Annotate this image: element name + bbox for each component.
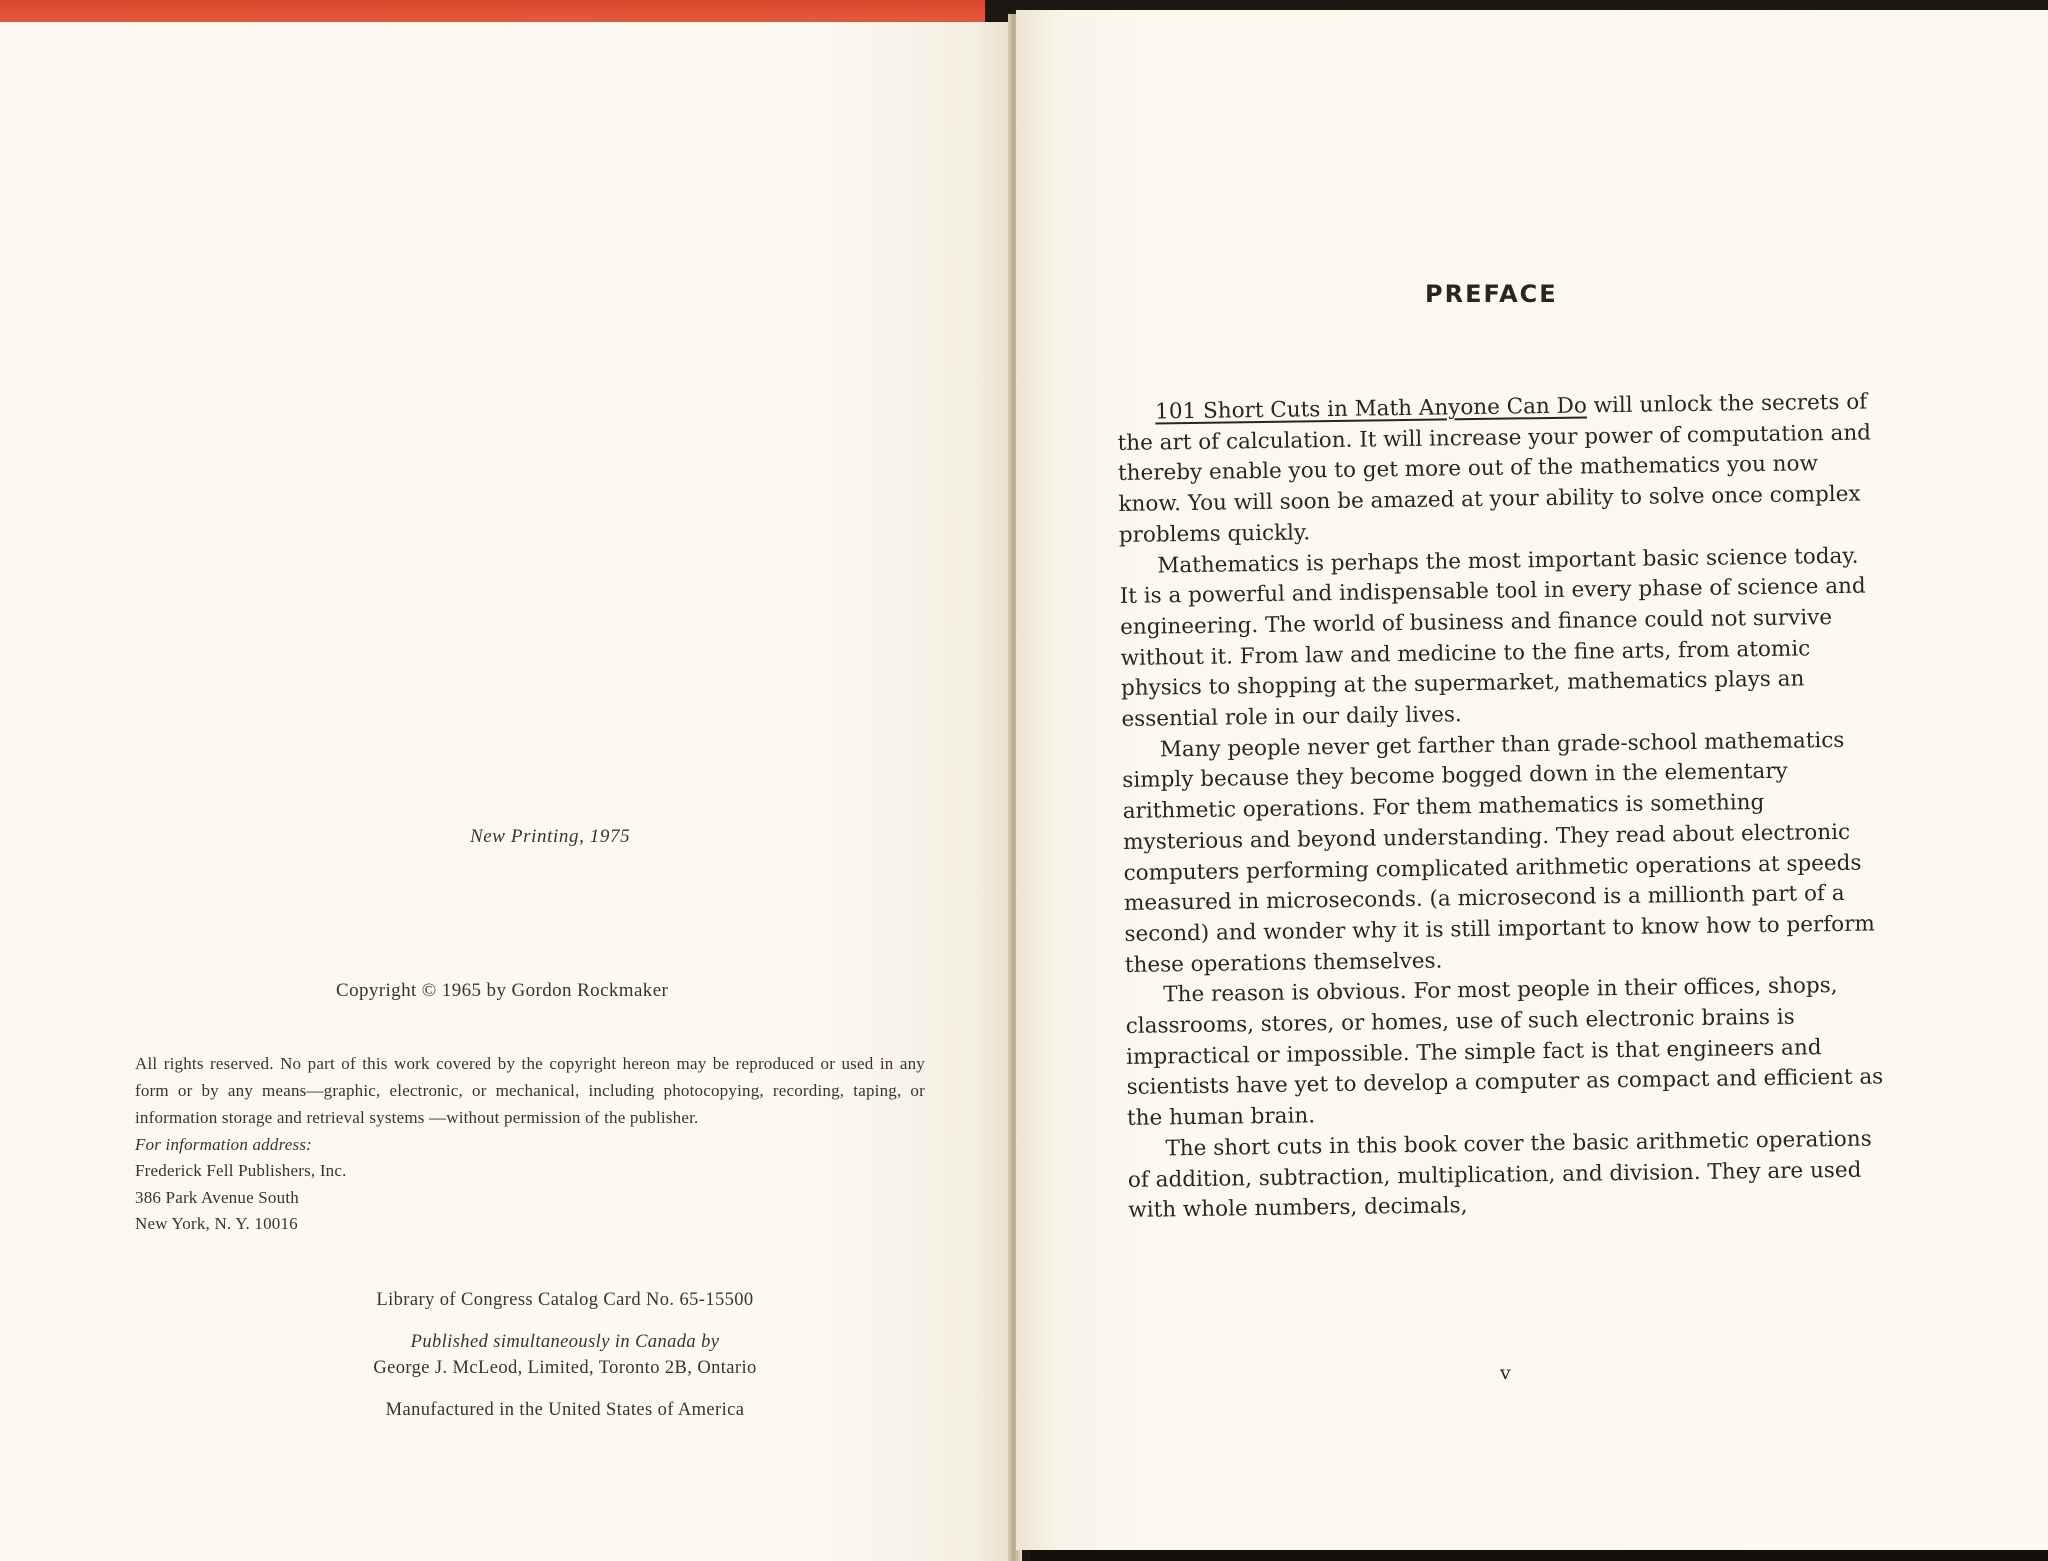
paragraph-1-text: will unlock the secrets of the art of calculation. It will increase your power of computation and thereby enable you to get more out of the mathematics you now know. You will soon be amazed at your ability to solve once complex problems quickly. [1117,389,1872,548]
new-printing-note: New Printing, 1975 [470,826,631,847]
page-shadow [1030,1550,2048,1561]
published-simultaneously: Published simultaneously in Canada by [410,1332,720,1352]
publisher-name: Frederick Fell Publishers, Inc. [135,1161,347,1180]
canadian-publisher: George J. McLeod, Limited, Toronto 2B, Ontario [373,1358,757,1378]
rights-statement: All rights reserved. No part of this work covered by the copyright hereon may be reproduced or used in any form or by any means—graphic, electronic, or mechanical, including photocopying, recording, taping, or information storage and retrieval systems —without permission of the publisher. [135,1054,925,1127]
preface-body [1117,387,1889,1227]
info-address-label: For information address: [135,1135,313,1154]
page-title: PREFACE [1425,280,1558,308]
preface-paragraph-2: Mathematics is perhaps the most important basic science today. It is a powerful and indispensable tool in every phase of science and engineering. The world of business and finance could not survive without it. From law and medicine to the fine arts, from atomic physics to shopping at the supermarket, mathematics plays an essential role in our daily lives. [1119,543,1866,732]
copyright-notice: Copyright © 1965 by Gordon Rockmaker [336,980,669,1001]
preface-paragraph-3: Many people never get farther than grade-school mathematics simply because they become bogged down in the elementary arithmetic operations. For them mathematics is something mysterious and beyond understanding. They read about electronic computers performing complicated arithmetic operations at speeds measured in microseconds. (a microsecond is a millionth part of a second) and wonder why it is still important to know how to perform these operations themselves. [1122,727,1875,978]
page-number: v [1500,1362,1511,1384]
preface-paragraph-5: The short cuts in this book cover the basic arithmetic operations of addition, subtraction, multiplication, and division. They are used with whole numbers, decimals, [1127,1126,1872,1224]
preface-paragraph-4: The reason is obvious. For most people in their offices, shops, classrooms, stores, or homes, use of such electronic brains is impractical or impossible. The simple fact is that engineers and scientists have yet to develop a computer as compact and efficient as the human brain. [1125,973,1884,1132]
library-of-congress: Library of Congress Catalog Card No. 65-15500 [376,1290,754,1310]
manufactured-in: Manufactured in the United States of America [385,1400,745,1420]
publisher-street: 386 Park Avenue South [135,1187,299,1207]
copyright-page [0,22,1012,1561]
preface-paragraph-1 [1117,387,1879,551]
rights-block [135,1050,925,1238]
publisher-city: New York, N. Y. 10016 [135,1214,298,1233]
book-title: 101 Short Cuts in Math Anyone Can Do [1155,393,1588,425]
